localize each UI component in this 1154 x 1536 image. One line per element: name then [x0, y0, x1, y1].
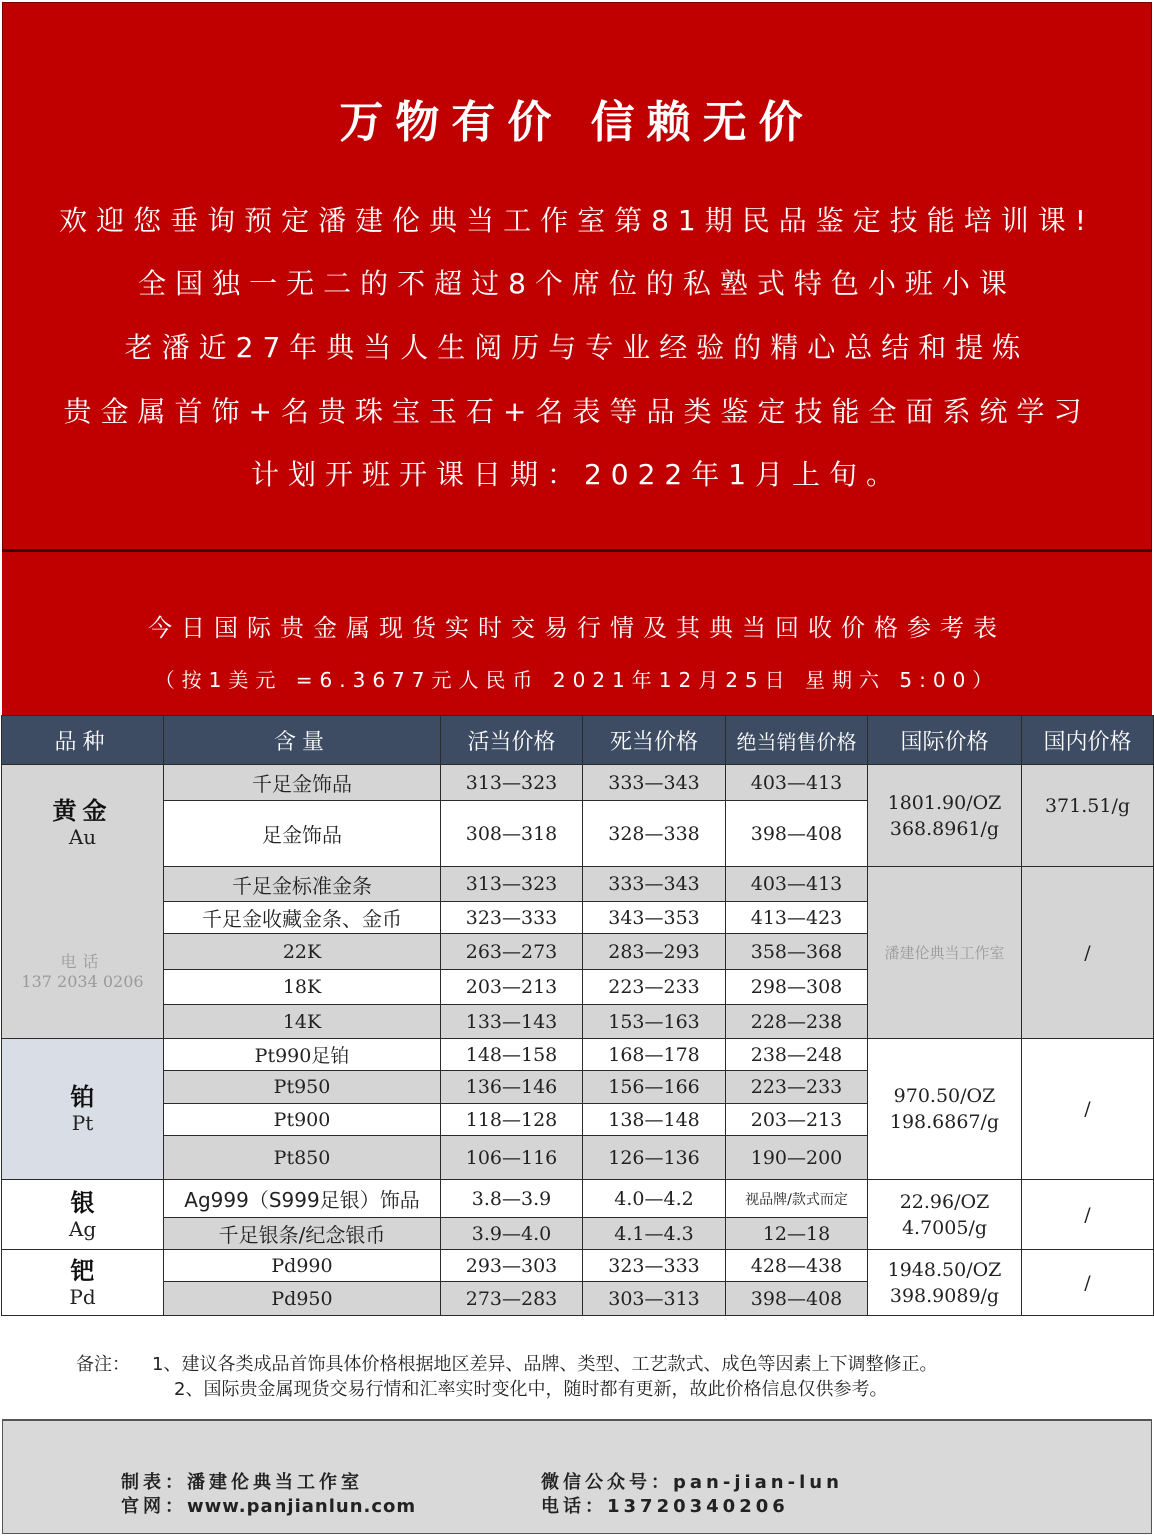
footer-site — [121, 1492, 416, 1518]
dead-price-cell: 138—148 — [583, 1104, 726, 1136]
site-label: 官网： — [121, 1496, 187, 1517]
domestic-price-cell — [1022, 765, 1154, 867]
intl-oz: 970.50/OZ — [893, 1085, 996, 1107]
watermark-cell: 潘建伦典当工作室 — [868, 867, 1022, 1039]
table-row — [2, 1250, 1154, 1282]
intl-oz: 1801.90/OZ — [887, 791, 1002, 814]
header-domestic-price: 国内价格 — [1022, 716, 1154, 765]
metal-symbol: Pd — [69, 1284, 96, 1309]
metal-name: 钯 — [70, 1256, 95, 1285]
metal-cell-silver — [2, 1180, 164, 1250]
promo-line-4: 贵金属首饰+名贵珠宝玉石+名表等品类鉴定技能全面系统学习 — [63, 395, 1091, 428]
live-price-cell: 308—318 — [441, 801, 583, 867]
live-price-cell: 136—146 — [441, 1071, 583, 1104]
intl-price-cell — [868, 765, 1022, 867]
sale-price-cell: 403—413 — [726, 867, 868, 902]
intl-gram: 4.7005/g — [901, 1216, 988, 1239]
notes-label: 备注： — [76, 1354, 130, 1375]
content-cell: 千足银条/纪念银币 — [164, 1218, 441, 1250]
metal-name: 黄金 — [52, 797, 113, 825]
dead-price-cell: 4.1—4.3 — [583, 1218, 726, 1250]
table-row — [2, 1039, 1154, 1071]
slogan: 万物有价 信赖无价 — [339, 97, 815, 148]
live-price-cell: 118—128 — [441, 1104, 583, 1136]
phone-label: 电话： — [541, 1496, 607, 1517]
sale-price-cell: 203—213 — [726, 1104, 868, 1136]
header-live-pawn: 活当价格 — [441, 716, 583, 765]
content-cell: Pt990足铂 — [164, 1039, 441, 1071]
dead-price-cell: 223—233 — [583, 970, 726, 1005]
sale-price-cell: 223—233 — [726, 1071, 868, 1104]
live-price-cell: 106—116 — [441, 1136, 583, 1180]
dead-price-cell: 343—353 — [583, 902, 726, 934]
price-table — [1, 715, 1154, 1316]
note-2: 2、国际贵金属现货交易行情和汇率实时变化中，随时都有更新，故此价格信息仅供参考。 — [174, 1379, 888, 1400]
dead-price-cell: 333—343 — [583, 867, 726, 902]
domestic-price-cell: / — [1022, 867, 1154, 1039]
intl-gram: 198.6867/g — [889, 1111, 1000, 1133]
sale-price-cell: 视品牌/款式而定 — [726, 1180, 868, 1218]
dead-price-cell: 153—163 — [583, 1005, 726, 1039]
intl-oz: 1948.50/OZ — [887, 1258, 1002, 1281]
sale-price-cell: 428—438 — [726, 1250, 868, 1282]
metal-cell-palladium — [2, 1250, 164, 1316]
dead-price-cell: 283—293 — [583, 934, 726, 970]
content-cell: Pd950 — [164, 1282, 441, 1316]
content-cell: 千足金标准金条 — [164, 867, 441, 902]
market-subtitle: （按1美元 =6.3677元人民币 2021年12月25日 星期六 5:00） — [154, 668, 1000, 692]
promo-line-1: 欢迎您垂询预定潘建伦典当工作室第81期民品鉴定技能培训课! — [59, 204, 1095, 237]
phone-number: 13720340206 — [607, 1496, 789, 1517]
dead-price-cell: 323—333 — [583, 1250, 726, 1282]
live-price-cell: 313—323 — [441, 765, 583, 801]
table-row — [2, 1180, 1154, 1218]
live-price-cell: 3.9—4.0 — [441, 1218, 583, 1250]
live-price-cell: 148—158 — [441, 1039, 583, 1071]
maker-label: 制表： — [121, 1472, 187, 1493]
dead-price-cell: 126—136 — [583, 1136, 726, 1180]
content-cell: Pt950 — [164, 1071, 441, 1104]
market-title: 今日国际贵金属现货实时交易行情及其典当回收价格参考表 — [148, 614, 1006, 642]
live-price-cell: 323—333 — [441, 902, 583, 934]
intl-gram: 368.8961/g — [889, 817, 1000, 840]
metal-symbol: Ag — [68, 1216, 97, 1241]
maker-name: 潘建伦典当工作室 — [187, 1472, 363, 1493]
live-price-cell: 273—283 — [441, 1282, 583, 1316]
metal-name: 银 — [70, 1188, 95, 1217]
content-cell: 足金饰品 — [164, 801, 441, 867]
intl-price-cell — [868, 1039, 1022, 1180]
intl-gram: 398.9089/g — [889, 1284, 1000, 1307]
metal-name: 铂 — [70, 1083, 95, 1111]
wechat-id: pan-jian-lun — [673, 1472, 843, 1493]
content-cell: 18K — [164, 970, 441, 1005]
sale-price-cell: 190—200 — [726, 1136, 868, 1180]
dead-price-cell: 303—313 — [583, 1282, 726, 1316]
site-link[interactable]: www.panjianlun.com — [187, 1496, 417, 1517]
header-content: 含量 — [164, 716, 441, 765]
live-price-cell: 133—143 — [441, 1005, 583, 1039]
promo-line-5: 计划开班开课日期：2022年1月上旬。 — [250, 458, 904, 491]
domestic-price-cell: / — [1022, 1180, 1154, 1250]
sale-price-cell: 298—308 — [726, 970, 868, 1005]
content-cell: 14K — [164, 1005, 441, 1039]
domestic-price-cell: / — [1022, 1039, 1154, 1180]
metal-cell-gold — [2, 765, 164, 1039]
sale-price-cell: 358—368 — [726, 934, 868, 970]
content-cell: 22K — [164, 934, 441, 970]
footer-phone — [541, 1492, 789, 1518]
sale-price-cell: 398—408 — [726, 801, 868, 867]
footer — [2, 1420, 1152, 1534]
promo-line-2: 全国独一无二的不超过8个席位的私塾式特色小班小课 — [138, 267, 1016, 300]
sale-price-cell: 238—248 — [726, 1039, 868, 1071]
live-price-cell: 203—213 — [441, 970, 583, 1005]
header-sale-price: 绝当销售价格 — [726, 716, 868, 765]
phone-watermark-label: 电话 — [60, 952, 105, 971]
dead-price-cell: 168—178 — [583, 1039, 726, 1071]
content-cell: 千足金收藏金条、金币 — [164, 902, 441, 934]
content-cell: 千足金饰品 — [164, 765, 441, 801]
promo-line-3: 老潘近27年典当人生阅历与专业经验的精心总结和提炼 — [124, 331, 1030, 364]
dead-price-cell: 328—338 — [583, 801, 726, 867]
footer-maker — [121, 1468, 363, 1494]
wechat-label: 微信公众号： — [541, 1472, 673, 1493]
promo-banner — [2, 2, 1152, 550]
table-row — [2, 765, 1154, 801]
sale-price-cell: 398—408 — [726, 1282, 868, 1316]
dead-price-cell: 156—166 — [583, 1071, 726, 1104]
live-price-cell: 263—273 — [441, 934, 583, 970]
table-header-row — [2, 716, 1154, 765]
dead-price-cell: 333—343 — [583, 765, 726, 801]
metal-symbol: Pt — [71, 1111, 94, 1135]
phone-watermark-number: 137 2034 0206 — [21, 972, 144, 991]
live-price-cell: 293—303 — [441, 1250, 583, 1282]
note-1: 1、建议各类成品首饰具体价格根据地区差异、品牌、类型、工艺款式、成色等因素上下调整修正。 — [152, 1354, 938, 1375]
intl-oz: 22.96/OZ — [899, 1190, 990, 1213]
content-cell: Pt850 — [164, 1136, 441, 1180]
live-price-cell: 313—323 — [441, 867, 583, 902]
metal-symbol: Au — [68, 825, 97, 849]
sale-price-cell: 228—238 — [726, 1005, 868, 1039]
live-price-cell: 3.8—3.9 — [441, 1180, 583, 1218]
notes-section — [2, 1318, 1152, 1420]
domestic-price-cell: / — [1022, 1250, 1154, 1316]
sale-price-cell: 413—423 — [726, 902, 868, 934]
sale-price-cell: 403—413 — [726, 765, 868, 801]
footer-wechat — [541, 1468, 843, 1494]
content-cell: Pt900 — [164, 1104, 441, 1136]
intl-price-cell — [868, 1180, 1022, 1250]
content-cell: Ag999（S999足银）饰品 — [164, 1180, 441, 1218]
metal-cell-platinum — [2, 1039, 164, 1180]
sale-price-cell: 12—18 — [726, 1218, 868, 1250]
header-dead-pawn: 死当价格 — [583, 716, 726, 765]
header-intl-price: 国际价格 — [868, 716, 1022, 765]
table-row — [2, 867, 1154, 902]
dead-price-cell: 4.0—4.2 — [583, 1180, 726, 1218]
domestic-price: 371.51/g — [1044, 795, 1131, 817]
header-variety: 品种 — [2, 716, 164, 765]
content-cell: Pd990 — [164, 1250, 441, 1282]
market-header — [2, 552, 1152, 715]
intl-price-cell — [868, 1250, 1022, 1316]
